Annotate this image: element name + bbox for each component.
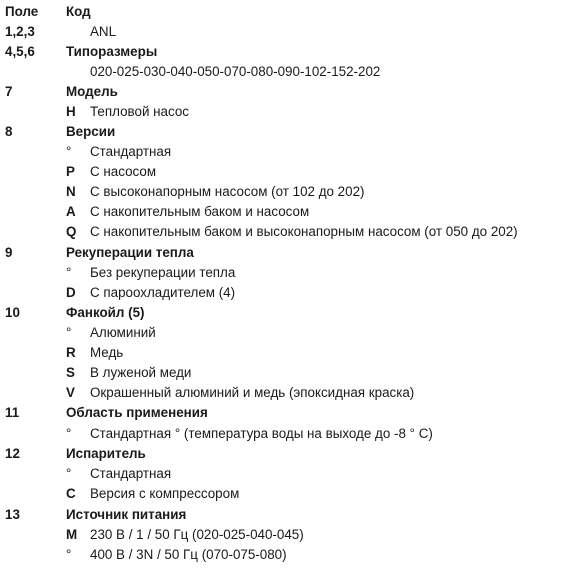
option-code: N (66, 184, 76, 199)
option-desc: Версия с компрессором (90, 486, 240, 501)
option-code: ° (66, 325, 72, 340)
option-code: ° (66, 265, 72, 280)
sizes-value: 020-025-030-040-050-070-080-090-102-152-202 (90, 64, 381, 79)
field-number: 11 (5, 405, 20, 420)
option-code: A (66, 204, 76, 219)
option-code: H (66, 104, 76, 119)
option-desc: Без рекуперации тепла (90, 265, 236, 280)
option-code: Q (66, 224, 77, 239)
option-desc: Стандартная ° (температура воды на выходе до -8 ° C) (90, 426, 433, 441)
field-title: Версии (66, 124, 116, 139)
field-title: Рекуперации тепла (66, 245, 194, 260)
field-number: 1,2,3 (5, 24, 35, 39)
option-code: V (66, 385, 75, 400)
option-code: ° (66, 426, 72, 441)
option-desc: Медь (90, 345, 124, 360)
field-number: 12 (5, 446, 20, 461)
code-column-header: Код (66, 4, 91, 19)
option-code: M (66, 527, 78, 542)
option-desc: С накопительным баком и насосом (90, 204, 310, 219)
field-number: 4,5,6 (5, 44, 35, 59)
option-code: ° (66, 466, 72, 481)
field-title: Испаритель (66, 446, 146, 461)
field-number: 8 (5, 124, 13, 139)
field-title: Область применения (66, 405, 208, 420)
option-desc: Окрашенный алюминий и медь (эпоксидная краска) (90, 385, 415, 400)
option-desc: С пароохладителем (4) (90, 285, 236, 300)
option-desc: С высоконапорным насосом (от 102 до 202) (90, 184, 365, 199)
option-desc: С накопительным баком и высоконапорным насосом (от 050 до 202) (90, 224, 518, 239)
field-number: 9 (5, 245, 13, 260)
option-desc: В луженой меди (90, 365, 192, 380)
field-title: Типоразмеры (66, 44, 158, 59)
field-number: 13 (5, 507, 20, 522)
option-code: D (66, 285, 76, 300)
option-desc: Тепловой насос (90, 104, 189, 119)
option-desc: 230 В / 1 / 50 Гц (020-025-040-045) (90, 527, 304, 542)
field-title: Модель (66, 84, 118, 99)
option-code: ° (66, 144, 72, 159)
option-code: C (66, 486, 76, 501)
option-desc: С насосом (90, 164, 157, 179)
option-code: R (66, 345, 76, 360)
field-title: Источник питания (66, 507, 187, 522)
field-column-header: Поле (5, 4, 39, 19)
option-code: ° (66, 547, 72, 562)
field-title: Фанкойл (5) (66, 305, 145, 320)
option-desc: 400 В / 3N / 50 Гц (070-075-080) (90, 547, 287, 562)
option-code: S (66, 365, 75, 380)
field-number: 10 (5, 305, 20, 320)
option-desc: Стандартная (90, 466, 172, 481)
field-number: 7 (5, 84, 13, 99)
option-code: P (66, 164, 75, 179)
code-value: ANL (90, 24, 117, 39)
option-desc: Стандартная (90, 144, 172, 159)
option-desc: Алюминий (90, 325, 156, 340)
